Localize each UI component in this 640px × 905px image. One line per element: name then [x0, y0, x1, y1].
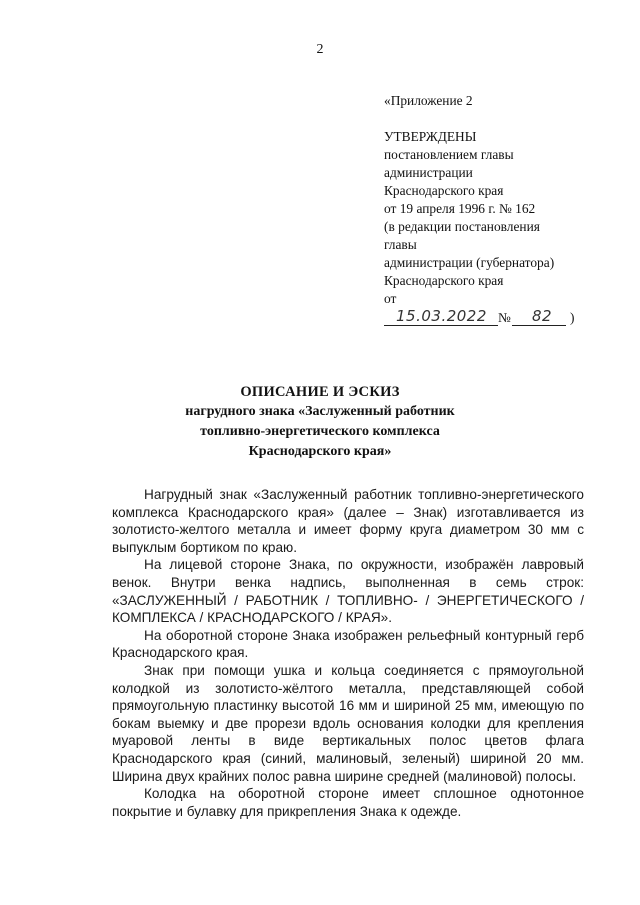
approval-line: главы [384, 237, 417, 252]
paragraph: На лицевой стороне Знака, по окружности, изображён лавровый венок. Внутри венка надпись, выполненная в семь строк: «ЗАСЛУЖЕННЫЙ / РАБОТНИК / ТОПЛИВНО- / ЭНЕРГЕТИЧЕСКОГО / КОМПЛЕКСА / КРАСНОДАРСКОГО / КРАЯ». [112, 557, 584, 626]
document-title [110, 382, 530, 462]
handwritten-number: 82 [532, 307, 553, 325]
number-label: № [498, 310, 511, 325]
approval-line: администрации (губернатора) [384, 255, 555, 270]
date-underline [384, 325, 498, 326]
from-label: от [384, 291, 397, 306]
paragraph: Колодка на оборотной стороне имеет сплошное однотонное покрытие и булавку для прикрепления Знака к одежде. [112, 786, 584, 819]
approval-line: Краснодарского края [384, 273, 504, 288]
document-body [112, 486, 584, 820]
approval-line: администрации [384, 165, 473, 180]
date-number-line [384, 308, 614, 332]
title-line-2: нагрудного знака «Заслуженный работник [185, 404, 455, 419]
paragraph: Нагрудный знак «Заслуженный работник топливно-энергетического комплекса Краснодарского края» (далее – Знак) изготавливается из золотисто-желтого металла и имеет форму круга диаметром 30 мм с выпуклым бортиком по краю. [112, 487, 584, 555]
approval-line: (в редакции постановления [384, 219, 540, 234]
paragraph: Знак при помощи ушка и кольца соединяется с прямоугольной колодкой из золотисто-жёлтого металла, представляющей собой прямоугольную пластинку высотой 16 мм и шириной 25 мм, имеющую по бокам выемку и две прорези вдоль основания колодки для крепления муаровой ленты в виде вертикальных полос цветов флага Краснодарского края (синий, малиновый, зеленый) шириной 20 мм. Ширина двух крайних полос равна ширине средней (малиновой) полосы. [112, 662, 584, 784]
paragraph: На оборотной стороне Знака изображен рельефный контурный герб Краснодарского края. [112, 627, 584, 661]
number-underline [512, 325, 566, 326]
appendix-label: «Приложение 2 [384, 93, 473, 108]
title-line-1: ОПИСАНИЕ И ЭСКИЗ [240, 384, 400, 400]
approval-block [384, 92, 614, 332]
title-line-3: топливно-энергетического комплекса [200, 424, 440, 439]
handwritten-date: 15.03.2022 [396, 307, 487, 325]
approved-heading: УТВЕРЖДЕНЫ [384, 129, 477, 144]
approval-line: от 19 апреля 1996 г. № 162 [384, 201, 536, 216]
approval-line: постановлением главы [384, 147, 514, 162]
closing-paren: ) [570, 310, 575, 325]
title-line-4: Краснодарского края» [248, 444, 392, 459]
approval-line: Краснодарского края [384, 183, 504, 198]
page-number: 2 [316, 42, 324, 57]
